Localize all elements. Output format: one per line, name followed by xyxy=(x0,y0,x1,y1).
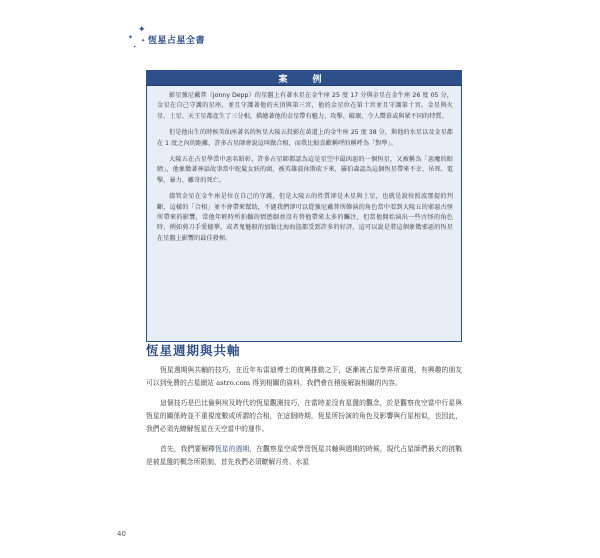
highlighted-term: 恆星的週期 xyxy=(214,445,250,453)
section-heading: 恆星週期與共軸 xyxy=(146,343,241,358)
body-text: ，在觀察星空或學習恆星共軸與週期的時候，現代占星師們最大的挑戰是被星盤的概念所限制，首先我們必須瞭解月亮、水星 xyxy=(146,445,463,466)
body-text: 恆星週期與共軸的技巧，在近年布雷迪博士的復興推動之下，逐漸被占星學界所重視，有興趣的朋友可以到免費的占星網站 astro.com 得到相關的資料，我們會在稍後解說相關的內容。 xyxy=(146,366,462,387)
case-paragraph: 大陵五在占星學當中惡名昭彰，許多占星師都認為這是星空中最凶惡的一個恆星，又被稱為「惡魔的眼睛」，他象徵著神話故事當中蛇髮女妖的頭，被英雄波休斯砍下來，羅伯森認為這個恆星帶來不幸、吊死、電擊、暴力、離奇的死亡。 xyxy=(157,156,453,184)
page-number: 40 xyxy=(117,530,126,538)
section-body xyxy=(146,364,462,476)
body-paragraph xyxy=(146,443,462,469)
running-header-title: 恆星占星全書 xyxy=(148,36,206,46)
case-study-box xyxy=(146,70,462,342)
case-title-bar xyxy=(147,71,461,86)
case-title: 案 例 xyxy=(278,75,330,85)
case-paragraph: 但是他出生的時候英仙座著名的恆星大陵五投影在黃道上的金牛座 25 度 38 分，與他的水星以及金星都在 1 度之內的距離，許多占星師會說這叫做合相，而我比較喜歡稱呼的稱呼為「對準」。 xyxy=(157,129,453,147)
body-text: 這個技巧是巴比倫與埃及時代的恆星觀測技巧，在當時並沒有星盤的觀念，於是觀察夜空當中行星與恆星的關係時並不重視度數或所謂的合相，在這個時期，恆星所扮演的角色及影響與行星相似，也因此，我們必須先瞭解恆星在天空當中的運作。 xyxy=(146,399,462,433)
case-paragraph: 儘管金星在金牛座是位在自己的守護，但是大陵五的性質卻是木星與土星，也就是說按照波那提的判斷，這樣的「合相」並不會帶來幫助，不過我們卻可以從強尼戴普所飾演的角色當中看到大陵五的邪惡古怪所帶來的影響，當他年輕時所拍攝的情慾劇並沒有替他帶來太多的矚注，但當他開始演出一些古怪的角色時，例如剪刀手愛德華，或者鬼魅般的加勒比海海盜都受到許多的好評，這可以說是將這個象徵邪惡的恆星在星盤上影響的最佳發揮。 xyxy=(157,193,453,242)
body-paragraph xyxy=(146,364,462,390)
case-paragraph: 影星強尼戴普（Jonny Depp）的星盤上有著水星在金牛座 25 度 17 分與金星在金牛座 26 度 05 分，金星在自己守護的星座，並且守護著他的天頂與第三宮，他的金星位在第十宮並且守護第十宮，金星與火星、土星、天王星都產生了三分相，描繪著他的金星帶有魅力、攻擊、破壞、令人嚮慕或與眾不同的特質。 xyxy=(157,92,453,120)
stars-icon: ✦ ✦ ✦ ✦ xyxy=(128,25,146,49)
body-text: 首先，我們要解釋 xyxy=(160,445,215,453)
case-body xyxy=(157,91,453,250)
body-paragraph xyxy=(146,397,462,436)
